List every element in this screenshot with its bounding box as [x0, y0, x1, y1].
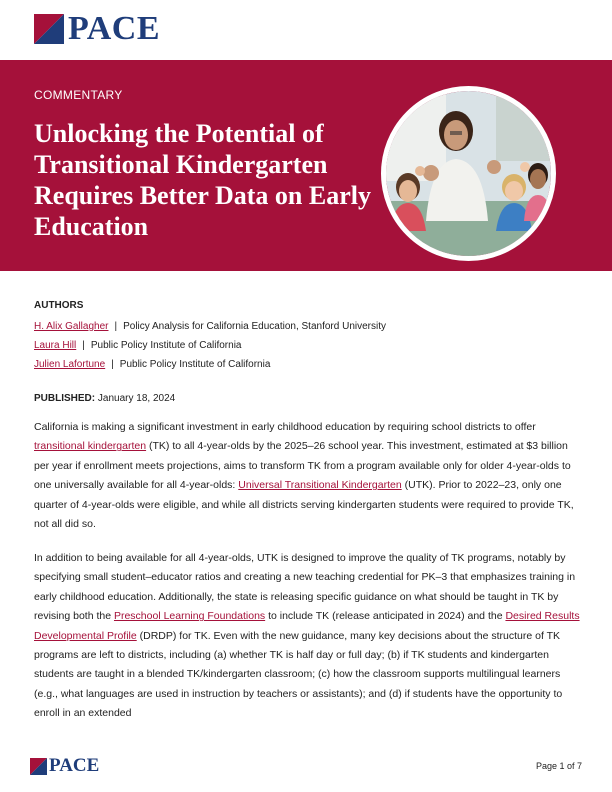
author-row [34, 340, 241, 351]
footer-pace-logo[interactable] [30, 756, 99, 776]
drdp-link[interactable]: Desired Results Developmental Profile [34, 610, 580, 642]
pace-logo-mark-icon [34, 14, 64, 44]
pace-logo-wordmark: PACE [49, 755, 100, 776]
author-separator: | [111, 359, 114, 370]
hero-banner [0, 60, 612, 271]
author-row [34, 321, 386, 332]
author-link[interactable]: Julien Lafortune [34, 359, 106, 370]
preschool-learning-foundations-link[interactable]: Preschool Learning Foundations [113, 610, 266, 623]
page-number: Page 1 of 7 [535, 761, 582, 771]
pace-logo[interactable] [34, 12, 160, 46]
author-link[interactable]: H. Alix Gallagher [34, 321, 109, 332]
published-label: PUBLISHED: [34, 393, 96, 404]
article-type-label: COMMENTARY [34, 88, 123, 102]
author-separator: | [114, 321, 118, 332]
author-separator: | [82, 340, 85, 351]
body-paragraph [34, 549, 582, 724]
published-date-value: January 18, 2024 [97, 393, 176, 404]
article-title: Unlocking the Potential of Transitional Kindergarten Requires Better Data on Early Education [34, 119, 371, 241]
author-affiliation: Policy Analysis for California Education, Stanford University [123, 321, 386, 332]
author-row [34, 359, 270, 370]
teacher-with-children-photo [381, 86, 556, 261]
pace-logo-wordmark: PACE [68, 10, 161, 47]
universal-tk-link[interactable]: Universal Transitional Kindergarten [238, 479, 402, 492]
author-affiliation: Public Policy Institute of California [119, 359, 271, 370]
paragraph-text: (UTK). Prior to 2022–23, only one quarter of 4-year-olds were eligible, and while all districts serving kindergarten students were required to provide TK, not all did so. [34, 479, 574, 531]
paragraph-text: to include TK (release anticipated in 2024) and the [265, 610, 506, 623]
body-paragraph [34, 418, 582, 534]
author-affiliation: Public Policy Institute of California [90, 340, 242, 351]
transitional-kindergarten-link[interactable]: transitional kindergarten [34, 440, 147, 453]
pace-logo-mark-icon [30, 758, 47, 775]
paragraph-text: California is making a significant investment in early childhood education by requiring school districts to offer [34, 421, 536, 433]
paragraph-text: (TK) to all 4-year-olds by the 2025–26 school year. This investment, estimated at $3 billion per year if enrollment meets projections, aims to transform TK from a program available only for older 4-year-olds to one universally available for all 4-year-olds: [34, 440, 571, 492]
published-date [34, 393, 175, 404]
authors-heading: AUTHORS [34, 300, 84, 311]
paragraph-text: In addition to being available for all 4-year-olds, UTK is designed to improve the quality of TK programs, notably by specifying small student–educator ratios and creating a new teaching credential for PK–3 that emphasizes training in early childhood education. Additionally, the state is releasing specific guidance on what should be taught in TK by revising both the [34, 552, 576, 623]
author-link[interactable]: Laura Hill [34, 340, 77, 351]
classroom-photo-icon [386, 91, 551, 256]
paragraph-text: (DRDP) for TK. Even with the new guidance, many key decisions about the structure of TK programs are left to districts, including (a) whether TK is half day or full day; (b) if TK students and kindergarten students are taught in a blended TK/kindergarten classroom; (c) how the classroom supports multilingual learners (e.g., what languages are used in instruction by teachers or assistants); and (d) if students have the opportunity to enroll in an extended [34, 629, 563, 720]
